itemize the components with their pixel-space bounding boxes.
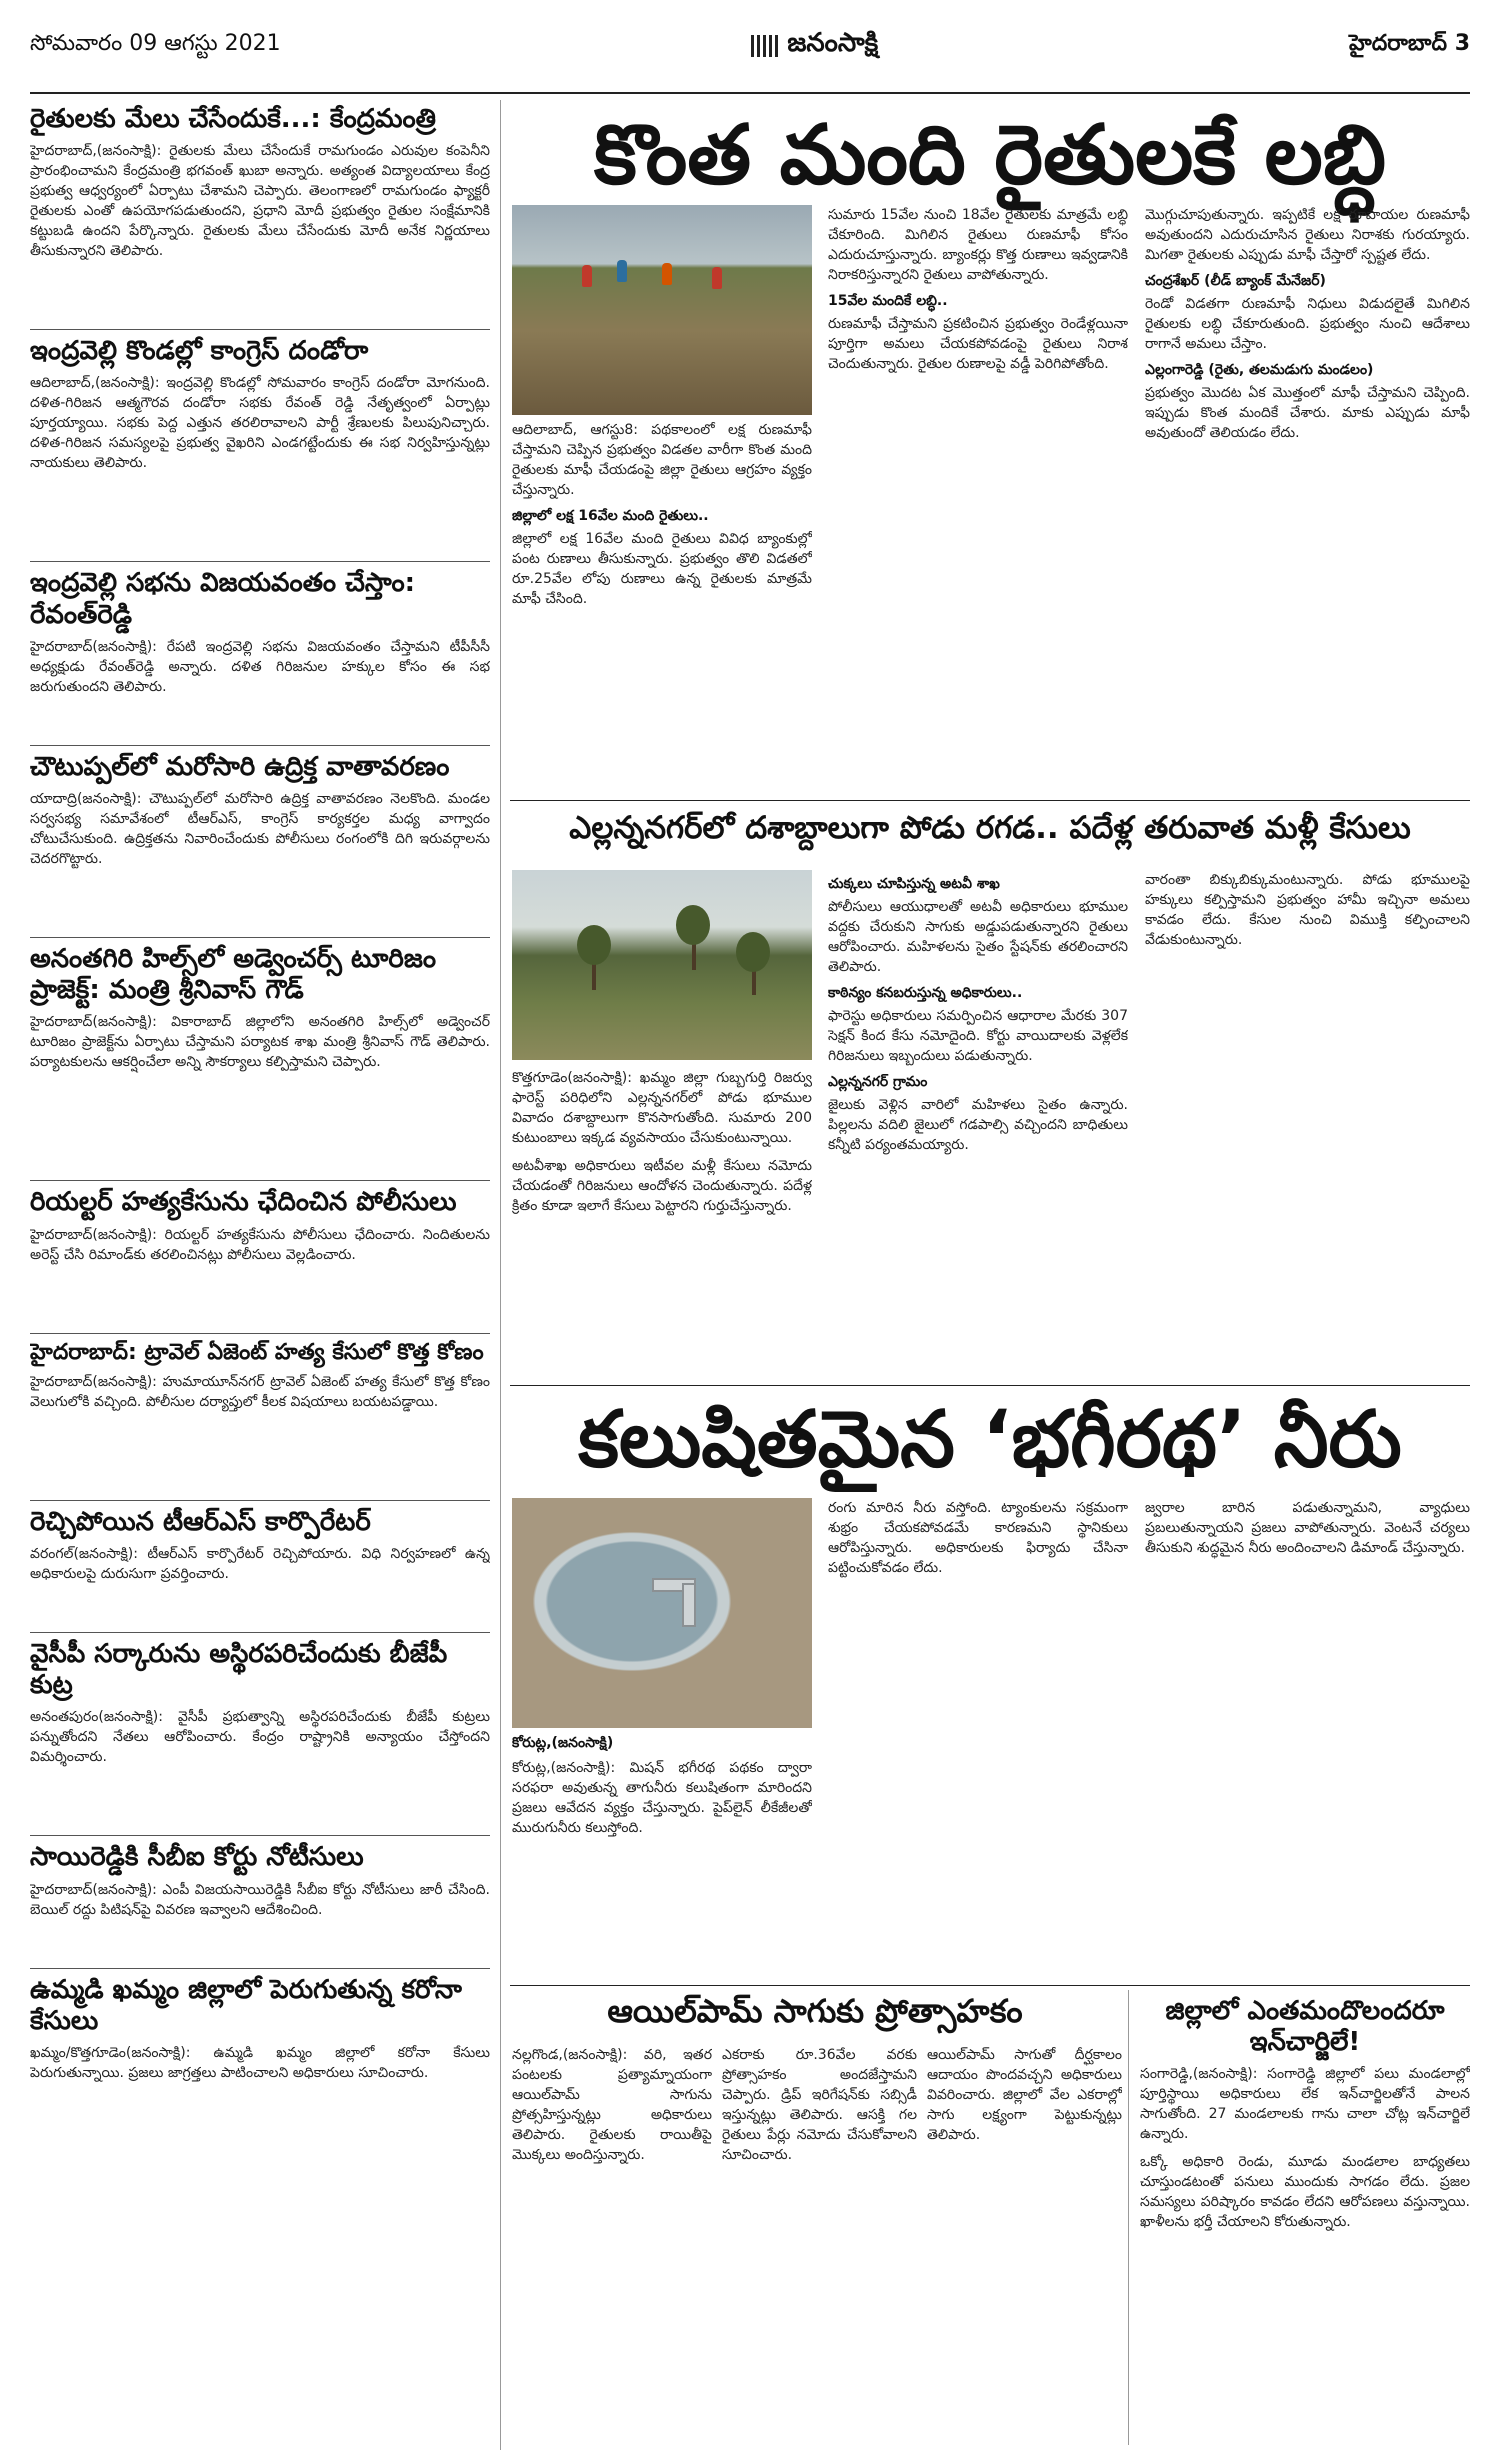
article-body: హైదరాబాద్(జనంసాక్షి): హుమాయూన్‌నగర్ ట్రావెల్ ఏజెంట్ హత్య కేసులో కొత్త కోణం వెలుగులోకి వచ్చింది. పోలీసుల దర్యాప్తులో కీలక విషయాలు బయటపడ్డాయి. xyxy=(30,1373,490,1410)
section-rule xyxy=(510,1985,1470,1986)
subhead: జిల్లాలో లక్ష 16వేల మంది రైతులు.. xyxy=(512,508,709,524)
headline: ఇంద్రవెల్లి కొండల్లో కాంగ్రెస్ దండోరా xyxy=(30,336,369,367)
divider xyxy=(30,745,490,746)
top-story-col2 xyxy=(828,205,1128,790)
article-body: జ్వరాల బారిన పడుతున్నామని, వ్యాధులు ప్రబలుతున్నాయని ప్రజలు వాపోతున్నారు. వెంటనే చర్యలు తీసుకుని శుద్ధమైన నీరు అందించాలని డిమాండ్ చేస్తున్నారు. xyxy=(1145,1500,1470,1556)
article-body: కొత్తగూడెం(జనంసాక్షి): ఖమ్మం జిల్లా గుబ్బగుర్తి రిజర్వు ఫారెస్ట్ పరిధిలోని ఎల్లన్ననగర్‌లో పోడు భూముల వివాదం దశాబ్దాలుగా కొనసాగుతోంది. సుమారు 200 కుటుంబాలు ఇక్కడ వ్యవసాయం చేసుకుంటున్నాయి. xyxy=(512,1070,812,1146)
article-body: మొగ్గుచూపుతున్నారు. ఇప్పటికే లక్ష రూపాయల రుణమాఫీ అవుతుందని ఎదురుచూసిన రైతులు నిరాశకు గురయ్యారు. మిగతా రైతులకు ఎప్పుడు మాఫీ చేస్తారో స్పష్టత లేదు. xyxy=(1145,207,1470,263)
article-body: యాదాద్రి(జనంసాక్షి): చౌటుప్పల్‌లో మరోసారి ఉద్రిక్త వాతావరణం నెలకొంది. మండల సర్వసభ్య సమావేశంలో టీఆర్‌ఎస్, కాంగ్రెస్ కార్యకర్తల మధ్య వాగ్వాదం చోటుచేసుకుంది. ఉద్రిక్తతను నివారించేందుకు పోలీసులు రంగంలోకి దిగి ఇరువర్గాలను చెదరగొట్టారు. xyxy=(30,790,490,867)
story3-col1 xyxy=(512,1758,812,1978)
article-body: ఒక్కో అధికారి రెండు, మూడు మండలాల బాధ్యతలు చూస్తుండటంతో పనులు ముందుకు సాగడం లేదు. ప్రజల సమస్యలు పరిష్కారం కావడం లేదని ఆరోపణలు వస్తున్నాయి. ఖాళీలను భర్తీ చేయాలని కోరుతున్నారు. xyxy=(1140,2154,1470,2231)
column-divider xyxy=(1128,1990,1129,2445)
headline: వైసీపీ సర్కారును అస్థిరపరిచేందుకు బీజేపీ కుట్ర xyxy=(30,1639,448,1701)
masthead-rule xyxy=(30,92,1470,94)
divider xyxy=(30,1333,490,1334)
story5 xyxy=(1140,1992,1470,2452)
article-body: పోలీసులు ఆయుధాలతో అటవీ అధికారులు భూముల వద్దకు చేరుకుని సాగుకు అడ్డుపడుతున్నారని రైతులు ఆరోపించారు. మహిళలను సైతం స్టేషన్‌కు తరలించారని తెలిపారు. xyxy=(828,899,1128,975)
top-story-headline: కొంత మంది రైతులకే లబ్ధి xyxy=(594,108,1386,203)
paper-logo xyxy=(751,28,878,64)
article-body: హైదరాబాద్(జనంసాక్షి): ఎంపీ విజయసాయిరెడ్డికి సీబీఐ కోర్టు నోటీసులు జారీ చేసింది. బెయిల్ రద్దు పిటిషన్‌పై వివరణ ఇవ్వాలని ఆదేశించింది. xyxy=(30,1881,490,1918)
paper-name: జనంసాక్షి xyxy=(787,28,879,58)
tree-icon xyxy=(676,905,710,945)
article-body: హైదరాబాద్(జనంసాక్షి): వికారాబాద్ జిల్లాలోని అనంతగిరి హిల్స్‌లో అడ్వెంచర్ టూరిజం ప్రాజెక్ట్‌ను ఏర్పాటు చేస్తామని పర్యాటక శాఖ మంత్రి శ్రీనివాస్ గౌడ్ తెలిపారు. పర్యాటకులను ఆకర్షించేలా అన్ని సౌకర్యాలు కల్పిస్తామని చెప్పారు. xyxy=(30,1014,490,1071)
divider xyxy=(30,1500,490,1501)
headline: సాయిరెడ్డికి సీబీఐ కోర్టు నోటీసులు xyxy=(30,1842,364,1873)
article-body: ఆదిలాబాద్, ఆగస్టు8: పథకాలంలో లక్ష రుణమాఫీ చేస్తామని చెప్పిన ప్రభుత్వం విడతల వారీగా కొంత మంది రైతులకు మాఫీ చేయడంపై జిల్లా రైతులు ఆగ్రహం వ్యక్తం చేస్తున్నారు. xyxy=(512,422,812,498)
photo-caption: కోరుట్ల,(జనంసాక్షి) xyxy=(512,1735,614,1751)
story5-headline: జిల్లాలో ఎంతమందొలందరూ ఇన్‌చార్జిలే! xyxy=(1165,1996,1445,2058)
issue-date: సోమవారం 09 ఆగస్టు 2021 xyxy=(30,31,281,56)
article-body: ఆయిల్‌పామ్ సాగుతో దీర్ఘకాలం ఆదాయం పొందవచ్చని అధికారులు వివరించారు. జిల్లాలో వేల ఎకరాల్లో సాగు లక్ష్యంగా పెట్టుకున్నట్లు తెలిపారు. xyxy=(927,2047,1122,2143)
column-divider xyxy=(500,100,501,2450)
headline: ఉమ్మడి ఖమ్మం జిల్లాలో పెరుగుతున్న కరోనా కేసులు xyxy=(30,1974,462,2036)
article-body: ప్రభుత్వం మొదట ఏక మొత్తంలో మాఫీ చేస్తామని చెప్పింది. ఇప్పుడు కొంత మందికే చేశారు. మాకు ఎప్పుడు మాఫీ అవుతుందో తెలియడం లేదు. xyxy=(1145,385,1470,441)
masthead xyxy=(0,0,1500,92)
farmer-figure xyxy=(662,263,672,285)
subhead: చంద్రశేఖర్ (లీడ్ బ్యాంక్ మేనేజర్) xyxy=(1145,273,1326,289)
story2-headline: ఎల్లన్ననగర్‌లో దశాబ్దాలుగా పోడు రగడ.. పదేళ్ల తరువాత మళ్లీ కేసులు xyxy=(569,810,1411,846)
water-tank-photo xyxy=(512,1498,812,1728)
pipe-icon xyxy=(682,1583,696,1627)
article-body: వరంగల్(జనంసాక్షి): టీఆర్‌ఎస్ కార్పొరేటర్ రెచ్చిపోయారు. విధి నిర్వహణలో ఉన్న అధికారులపై దురుసుగా ప్రవర్తించారు. xyxy=(30,1546,490,1583)
headline: ఇంద్రవెల్లి సభను విజయవంతం చేస్తాం: రేవంత్‌రెడ్డి xyxy=(30,568,416,630)
subhead: చుక్కలు చూపిస్తున్న అటవీ శాఖ xyxy=(828,876,1000,892)
article-body: రంగు మారిన నీరు వస్తోంది. ట్యాంకులను సక్రమంగా శుభ్రం చేయకపోవడమే కారణమని స్థానికులు ఆరోపిస్తున్నారు. అధికారులకు ఫిర్యాదు చేసినా పట్టించుకోవడం లేదు. xyxy=(828,1500,1128,1576)
article-body: రుణమాఫీ చేస్తామని ప్రకటించిన ప్రభుత్వం రెండేళ్లయినా పూర్తిగా అమలు చేయకపోవడంపై రైతులు నిరాశ చెందుతున్నారు. రైతుల రుణాలపై వడ్డీ పెరిగిపోతోంది. xyxy=(828,316,1128,372)
article-body: ఆదిలాబాద్,(జనంసాక్షి): ఇంద్రవెల్లి కొండల్లో సోమవారం కాంగ్రెస్ దండోరా మోగనుంది. దళిత-గిరిజన ఆత్మగౌరవ దండోరా సభకు రేవంత్ రెడ్డి నేతృత్వంలో ఏర్పాట్లు పూర్తయ్యాయి. సభకు పెద్ద ఎత్తున తరలిరావాలని పార్టీ శ్రేణులకు పిలుపునిచ్చారు. దళిత-గిరిజన సమస్యలపై ప్రభుత్వ వైఖరిని ఎండగట్టేందుకు ఈ సభ నిర్వహిస్తున్నట్లు నాయకులు తెలిపారు. xyxy=(30,375,490,472)
article-body: హైదరాబాద్(జనంసాక్షి): రేపటి ఇంద్రవెల్లి సభను విజయవంతం చేస్తామని టీపీసీసీ అధ్యక్షుడు రేవంత్‌రెడ్డి అన్నారు. దళిత గిరిజనుల హక్కుల కోసం ఈ సభ జరుగుతుందని తెలిపారు. xyxy=(30,638,490,695)
divider xyxy=(30,1632,490,1633)
tree-icon xyxy=(577,925,611,965)
story4-col2 xyxy=(722,2045,917,2445)
article-body: కోరుట్ల,(జనంసాక్షి): మిషన్ భగీరథ పథకం ద్వారా సరఫరా అవుతున్న తాగునీరు కలుషితంగా మారిందని ప్రజలు ఆవేదన వ్యక్తం చేస్తున్నారు. పైప్‌లైన్ లీకేజీలతో మురుగునీరు కలుస్తోంది. xyxy=(512,1760,812,1836)
story4-col1 xyxy=(512,2045,712,2445)
subhead: 15వేల మందికే లబ్ధి.. xyxy=(828,293,948,309)
top-story-col3 xyxy=(1145,205,1470,790)
farmer-figure xyxy=(712,267,722,289)
divider xyxy=(30,1835,490,1836)
article-body: రెండో విడతగా రుణమాఫీ నిధులు విడుదలైతే మిగిలిన రైతులకు లబ్ధి చేకూరుతుంది. ప్రభుత్వం నుంచి ఆదేశాలు రాగానే అమలు చేస్తాం. xyxy=(1145,296,1470,352)
article-body: సంగారెడ్డి,(జనంసాక్షి): సంగారెడ్డి జిల్లాలో పలు మండలాల్లో పూర్తిస్థాయి అధికారులు లేక ఇన్‌చార్జిలతోనే పాలన సాగుతోంది. 27 మండలాలకు గాను చాలా చోట్ల ఇన్‌చార్జిలే ఉన్నారు. xyxy=(1140,2066,1470,2143)
article-body: ఖమ్మం/కొత్తగూడెం(జనంసాక్షి): ఉమ్మడి ఖమ్మం జిల్లాలో కరోనా కేసులు పెరుగుతున్నాయి. ప్రజలు జాగ్రత్తలు పాటించాలని అధికారులు సూచించారు. xyxy=(30,2045,490,2082)
top-story-col1 xyxy=(512,420,812,790)
article-body: సుమారు 15వేల నుంచి 18వేల రైతులకు మాత్రమే లబ్ధి చేకూరింది. మిగిలిన రైతులు రుణమాఫీ కోసం ఎదురుచూస్తున్నారు. బ్యాంకర్లు కొత్త రుణాలు ఇవ్వడానికి నిరాకరిస్తున్నారని రైతులు వాపోతున్నారు. xyxy=(828,207,1128,283)
story3-col3 xyxy=(1145,1498,1470,1978)
farmer-figure xyxy=(617,260,627,282)
subhead: ఎల్లన్ననగర్ గ్రామం xyxy=(828,1074,928,1090)
story3-headline: కలుషితమైన ‘భగీరథ’ నీరు xyxy=(578,1395,1402,1485)
subhead: కాఠిన్యం కనబరుస్తున్న అధికారులు.. xyxy=(828,985,1023,1001)
headline: రైతులకు మేలు చేసేందుకే...: కేంద్రమంత్రి xyxy=(30,104,437,134)
farmer-figure xyxy=(582,265,592,287)
section-rule xyxy=(510,800,1470,801)
page-label xyxy=(1349,31,1470,61)
article-body: హైదరాబాద్(జనంసాక్షి): రియల్టర్ హత్యకేసును పోలీసులు ఛేదించారు. నిందితులను అరెస్ట్ చేసి రిమాండ్‌కు తరలించినట్లు పోలీసులు వెల్లడించారు. xyxy=(30,1226,490,1263)
logo-icon xyxy=(751,35,779,57)
divider xyxy=(30,937,490,938)
subhead: ఎల్లంగారెడ్డి (రైతు, తలమడుగు మండలం) xyxy=(1145,362,1374,378)
headline: అనంతగిరి హిల్స్‌లో అడ్వెంచర్స్ టూరిజం ప్రాజెక్ట్: మంత్రి శ్రీనివాస్ గౌడ్ xyxy=(30,943,437,1006)
article-body: ఎకరాకు రూ.36వేల వరకు ప్రోత్సాహకం అందజేస్తామని చెప్పారు. డ్రిప్ ఇరిగేషన్‌కు సబ్సిడీ ఇస్తున్నట్లు తెలిపారు. ఆసక్తి గల రైతులు పేర్లు నమోదు చేసుకోవాలని సూచించారు. xyxy=(722,2047,917,2163)
headline: రెచ్చిపోయిన టీఆర్‌ఎస్ కార్పొరేటర్ xyxy=(30,1506,371,1537)
tree-icon xyxy=(736,932,770,972)
headline: చౌటుప్పల్‌లో మరోసారి ఉద్రిక్త వాతావరణం xyxy=(30,751,450,782)
article-body: జిల్లాలో లక్ష 16వేల మంది రైతులు వివిధ బ్యాంకుల్లో పంట రుణాలు తీసుకున్నారు. ప్రభుత్వం తొలి విడతలో రూ.25వేల లోపు రుణాలు ఉన్న రైతులకు మాత్రమే మాఫీ చేసింది. xyxy=(512,531,812,607)
article-body: వారంతా బిక్కుబిక్కుమంటున్నారు. పోడు భూములపై హక్కులు కల్పిస్తామని ప్రభుత్వం హామీ ఇచ్చినా అమలు కావడం లేదు. కేసుల నుంచి విముక్తి కల్పించాలని వేడుకుంటున్నారు. xyxy=(1145,872,1470,948)
headline: హైదరాబాద్: ట్రావెల్ ఏజెంట్ హత్య కేసులో కొత్త కోణం xyxy=(30,1339,484,1365)
left-column xyxy=(30,100,490,2450)
section-rule xyxy=(510,1385,1470,1386)
headline: రియల్టర్ హత్యకేసును ఛేదించిన పోలీసులు xyxy=(30,1187,457,1218)
article-body: అనంతపురం(జనంసాక్షి): వైసీపీ ప్రభుత్వాన్ని అస్థిరపరిచేందుకు బీజేపీ కుట్రలు పన్నుతోందని నేతలు ఆరోపించారు. కేంద్రం రాష్ట్రానికి అన్యాయం చేస్తోందని విమర్శించారు. xyxy=(30,1709,490,1766)
article-body: హైదరాబాద్,(జనంసాక్షి): రైతులకు మేలు చేసేందుకే రామగుండం ఎరువుల కంపెనీని ప్రారంభించామని కేంద్రమంత్రి భగవంత్ ఖుబా అన్నారు. అత్యంత విద్యాలయాలు కేంద్ర ప్రభుత్వ ఆధ్వర్యంలో ఏర్పాటు చేశామని చెప్పారు. తెలంగాణలో రామగుండం ఫ్యాక్టరీ రైతులకు ఎంతో ఉపయోగపడుతుందని, ప్రధాని మోదీ ప్రభుత్వం రైతుల సంక్షేమానికి కట్టుబడి ఉందని పేర్కొన్నారు. రైతులకు మేలు చేసేందుకు మోదీ అనేక నిర్ణయాలు తీసుకున్నారని తెలిపారు. xyxy=(30,143,490,260)
story4-headline: ఆయిల్‌పామ్ సాగుకు ప్రోత్సాహకం xyxy=(607,1992,1023,2030)
divider xyxy=(30,329,490,330)
page-number: 3 xyxy=(1454,31,1470,56)
divider xyxy=(30,561,490,562)
article-body: ఫారెస్టు అధికారులు సమర్పించిన ఆధారాల మేరకు 307 సెక్షన్ కింద కేసు నమోదైంది. కోర్టు వాయిదాలకు వెళ్లలేక గిరిజనులు ఇబ్బందులు పడుతున్నారు. xyxy=(828,1008,1128,1064)
divider xyxy=(30,1968,490,1969)
article-body: అటవీశాఖ అధికారులు ఇటీవల మళ్లీ కేసులు నమోదు చేయడంతో గిరిజనులు ఆందోళన చెందుతున్నారు. పదేళ్ల క్రితం కూడా ఇలాగే కేసులు పెట్టారని గుర్తుచేస్తున్నారు. xyxy=(512,1158,812,1214)
story4-col3 xyxy=(927,2045,1122,2445)
edition-city: హైదరాబాద్ xyxy=(1349,31,1448,56)
article-body: నల్లగొండ,(జనంసాక్షి): వరి, ఇతర పంటలకు ప్రత్యామ్నాయంగా ఆయిల్‌పామ్ సాగును ప్రోత్సహిస్తున్నట్లు అధికారులు తెలిపారు. రైతులకు రాయితీపై మొక్కలు అందిస్తున్నారు. xyxy=(512,2047,712,2163)
divider xyxy=(30,1180,490,1181)
article-body: జైలుకు వెళ్లిన వారిలో మహిళలు సైతం ఉన్నారు. పిల్లలను వదిలి జైలులో గడపాల్సి వచ్చిందని బాధితులు కన్నీటి పర్యంతమయ్యారు. xyxy=(828,1097,1128,1153)
forest-photo xyxy=(512,870,812,1060)
story3-col2 xyxy=(828,1498,1128,1978)
farm-photo xyxy=(512,205,812,415)
